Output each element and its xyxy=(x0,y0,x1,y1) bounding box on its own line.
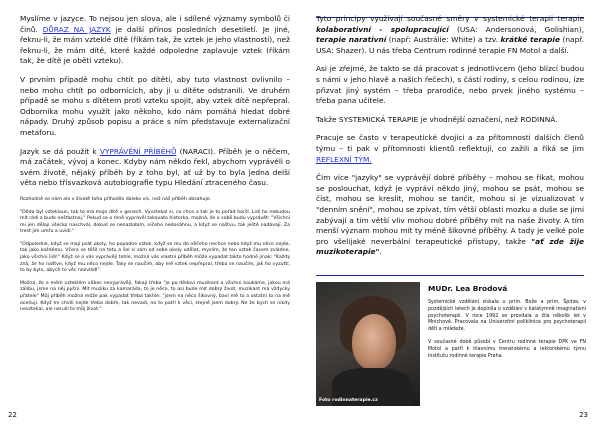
left-paragraph-3: Jazyk se dá použít k VYPRÁVĚNÍ PŘÍBĚHŮ (NARACI). Příběh je o něčem, má začátek, vývoj a konec. Kdyby nám někdo řekl, abychom vyprávěli o svém životě, nějaký příběh by z toho byl, ať už by to byla jedna delší věta nebo třísvazková autobiografie typu Hledání ztraceného času. xyxy=(20,146,290,188)
right-paragraph-5: Čím více "jazyky" se vyprávějí dobré příběhy – mohou se říkat, mohou se poslouchat, když je vypráví někdo jiný, mohou se psát, mohou se číst, mohou se kreslit, mohou se tančit, mohou si je vizualizovat v "denním snění", mohou se zpívat, tím větší oblasti mozku a duše se jimi zabývají a tím větší vliv mohou dobré příběhy mít na naše životy. A tím menší význam mohou mít ty méně šikovné příběhy. A tady je velké pole pro všelijaké neverbální terapeutické přístupy, takže "ať zde žije muzikoterapie". xyxy=(316,173,584,257)
right-paragraph-4: Pracuje se často v terapeutické dvojici a za přítomnosti dalších členů týmu – ti pak v přítomnosti klientů reflektují, co zažili a říká se jim REFLEXNÍ TÝM. xyxy=(316,133,584,164)
left-small-1: Rozhodně se nám ale v životě toho přihodilo daleko víc, než náš příběh obsahuje. xyxy=(20,196,212,202)
bio-paragraph-2: V současné době působí v Centru rodinné terapie DPK ve FN Motol a patří k hlavnímu trenérskému a lektorskému týmu Institutu rodinné terapie Praha. xyxy=(428,339,586,359)
highlight-duraz-na-jazyk: DŮRAZ NA JAZYK xyxy=(42,24,111,34)
left-paragraph-2: V prvním případě mohu chtít po dítěti, aby tuto vlastnost ovlivnilo – nebo mohu chtít po odbornících, aby ji u dítěte odstranili. Ve druhém případě se mohu s dítětem proti vzteku spojit, aby vztek dítě nepřepral. Odborníka mohu využít jako někoho, kdo nám pomáhá hledat dobré nápady. Druhý způsob popisu a práce s ním představuje externalizační metaforu. xyxy=(20,74,290,137)
page-number-left: 22 xyxy=(8,411,17,419)
bio-paragraph-1: Systemické vzdělání získala u prim. Bože a prim. Špitze, v pozdějších letech je doplnila o vzdělání v katatymně imaginativní psychoterapii. V roce 1992 se provdala a žila několik let v Mnichově. Pracovala na Univerzitní poliklinice pro psychoterapii dětí a mládeže. xyxy=(428,300,586,333)
section-divider xyxy=(316,275,584,276)
highlight-reflexni-tym: REFLEXNÍ TÝM. xyxy=(316,154,372,164)
author-name: MUDr. Lea Brodová xyxy=(428,284,508,293)
right-paragraph-1: Tyto principy využívají současné směry v systemické terapii terapie kolaborativní - spolupracující (USA: Andersonová, Golishian), terapie narativní (např: Austrálie: White) a tzv. krátké terapie (např. USA: Shazer). U nás třeba Centrum rodinné terapie FN Motol a další. xyxy=(316,14,585,55)
highlight-vypraveni-pribehu: VYPRÁVĚNÍ PŘÍBĚHŮ xyxy=(99,146,177,156)
left-small-3: "Odpoledne, když se mají psát úkoly, ho popadne vztek, když se mu do něčeho nechce nebo když mu něco nejde, tak jako každému. Včera se těšil na tetu a šel si sám od sebe úkoly udělat, myslím, že ten vztek časem zvládne, jako všichni lidi!" Když se o vás vyprávějí tohle, možná vás vlastní příběh může vypadat takto hodné jinak: "Každý zná, že ho naštve, když mu něco nejde. Taky se naučím, aby mě vztek nepřepral, třeba se naučím, jak ho vyzuttí, to by bylo, abych to věc nezvládl". xyxy=(20,241,290,274)
right-paragraph-3: Takže SYSTEMICKÁ TERAPIE je vhodnější označení, než RODINNÁ. xyxy=(316,114,558,124)
page-number-right: 23 xyxy=(579,411,588,419)
author-bio xyxy=(428,284,586,366)
right-paragraph-2: Asi je zřejmé, že takto se dá pracovat s jednotlivcem (jeho blízcí budou s námi v jeho hlavě a našich řečech), s částí rodiny, s celou rodinou, íze přizvat jiný systém – třeba prarodiče, nebo prvek jiného systému – třeba pana učitele. xyxy=(316,64,584,106)
author-photo xyxy=(316,282,420,406)
left-small-2: "Děda byl vztekloun, tak to má moje dítě v genech. Vyvztekal si, co chce a tak je to pořád horší. Lidi ho nebudou mít rádi a bude nešťastnej." Pokud se o mně vyprávěl takovato historka, možná, že o sobě budu vyprávět: "Všichni mi jen dělají všecko naschvál, dokud se nenazlobím, ničeho nedosáhnu, a když se naštvu, tak ještě nadávají. Za trest jim umřu a uvidí." xyxy=(20,209,290,235)
left-paragraph-1: Myslíme v jazyce. To nejsou jen slova, ale i sdílené významy symbolů či činů. DŮRAZ NA JAZYK je další přínos posledních desetiletí. Je jiné, řeknu-li, že mám vzteklé dítě (říkám tak, že vztek je jeho vlastností), než řeknu-li, že mám dítě, které každé odpoledne zaplavuje vztek (říkám tak, že dítě je oběti vzteku). xyxy=(20,14,291,66)
left-small-4: Možná, že o mém vzteklém vůbec nevyprávěji, fakají třeba "je po dědovi muzikant a všichni koukáme, jakou má zálibu, jsme na něj pyšní. Mít muziku za kamaráda, to je něco, to asi bude mít dobrý život, muzikant má vždycky přátele" Můj příběh možná může pak vypadat třeba takhle: "jsem na něco šikovný, baví mě to a ostatní to na mě oceňují. Když mi chvíli nejde třeba dobře, tak nevadí, no to patří k věci, stejně jsem dobrý. Ne že bych se nikdy nevztekal, ale neruší to můj život." xyxy=(20,280,290,313)
photo-caption: Foto rodinnaterapie.cz xyxy=(319,398,378,403)
